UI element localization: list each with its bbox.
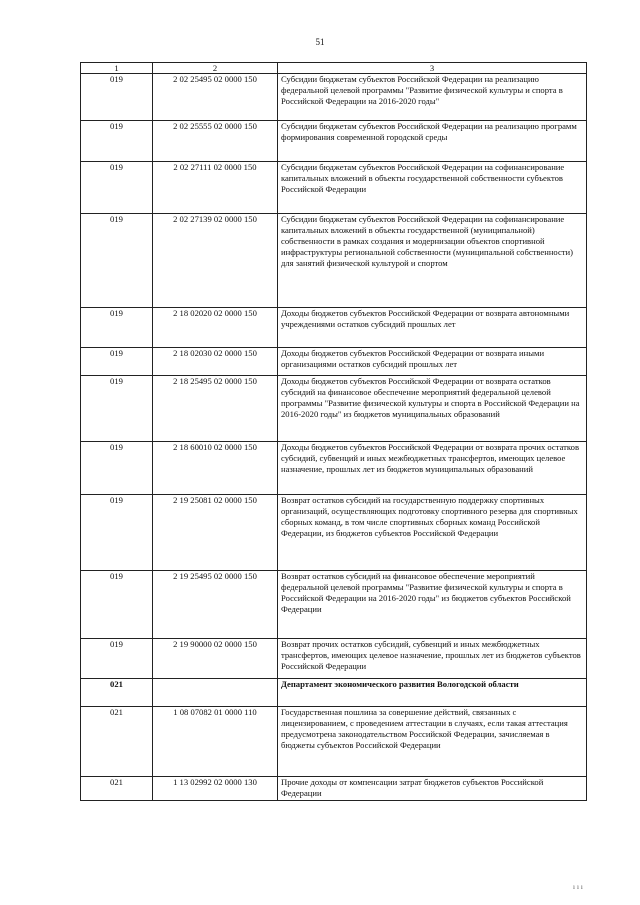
table-row bbox=[81, 777, 587, 801]
table-row bbox=[81, 707, 587, 777]
footer-mark: ııı bbox=[573, 883, 585, 891]
revenue-code-cell bbox=[153, 679, 278, 707]
admin-code-cell: 019 bbox=[81, 495, 153, 571]
revenue-code-cell: 2 18 02020 02 0000 150 bbox=[153, 308, 278, 348]
revenue-description-cell: Доходы бюджетов субъектов Российской Федерации от возврата автономными учреждениями остатков субсидий прошлых лет bbox=[278, 308, 587, 348]
table-row bbox=[81, 162, 587, 214]
revenue-description-cell: Возврат остатков субсидий на финансовое обеспечение мероприятий федеральной целевой программы "Развитие физической культуры и спорта в Российской Федерации на 2016-2020 годы" из бюджетов субъектов Российской Федерации bbox=[278, 571, 587, 639]
column-header-3: 3 bbox=[278, 63, 587, 74]
revenue-code-cell: 2 19 90000 02 0000 150 bbox=[153, 639, 278, 679]
revenue-description-cell: Прочие доходы от компенсации затрат бюджетов субъектов Российской Федерации bbox=[278, 777, 587, 801]
admin-code-cell: 021 bbox=[81, 679, 153, 707]
table-header-row bbox=[81, 63, 587, 74]
revenue-description-cell: Возврат остатков субсидий на государственную поддержку спортивных организаций, осуществляющих подготовку спортивного резерва для спортивных сборных команд, в том числе спортивных сборных команд Российской Федерации, из бюджетов субъектов Российской Федерации bbox=[278, 495, 587, 571]
table-row bbox=[81, 348, 587, 376]
admin-code-cell: 019 bbox=[81, 74, 153, 121]
revenue-description-cell: Доходы бюджетов субъектов Российской Федерации от возврата прочих остатков субсидий, субвенций и иных межбюджетных трансфертов, имеющих целевое назначение, прошлых лет из бюджетов муниципальных образований bbox=[278, 442, 587, 495]
table-row bbox=[81, 495, 587, 571]
column-header-2: 2 bbox=[153, 63, 278, 74]
revenue-description-cell: Доходы бюджетов субъектов Российской Федерации от возврата остатков субсидий на финансовое обеспечение мероприятий федеральной целевой программы "Развитие физической культуры и спорта в Российской Федерации на 2016-2020 годы" из бюджетов муниципальных образований bbox=[278, 376, 587, 442]
revenue-code-cell: 2 18 02030 02 0000 150 bbox=[153, 348, 278, 376]
revenue-code-cell: 2 02 25495 02 0000 150 bbox=[153, 74, 278, 121]
admin-code-cell: 019 bbox=[81, 376, 153, 442]
table-row bbox=[81, 376, 587, 442]
revenue-code-cell: 2 19 25081 02 0000 150 bbox=[153, 495, 278, 571]
revenue-description-cell: Департамент экономического развития Вологодской области bbox=[278, 679, 587, 707]
revenue-description-cell: Субсидии бюджетам субъектов Российской Федерации на реализацию федеральной целевой программы "Развитие физической культуры и спорта в Российской Федерации на 2016-2020 годы" bbox=[278, 74, 587, 121]
revenue-description-cell: Субсидии бюджетам субъектов Российской Федерации на софинансирование капитальных вложений в объекты государственной (муниципальной) собственности в рамках создания и модернизации объектов спортивной инфраструктуры региональной собственности (муниципальной собственности) для занятий физической культурой и спортом bbox=[278, 214, 587, 308]
admin-code-cell: 019 bbox=[81, 571, 153, 639]
admin-code-cell: 019 bbox=[81, 121, 153, 162]
revenue-description-cell: Субсидии бюджетам субъектов Российской Федерации на софинансирование капитальных вложений в объекты государственной собственности субъектов Российской Федерации bbox=[278, 162, 587, 214]
revenue-code-cell: 1 08 07082 01 0000 110 bbox=[153, 707, 278, 777]
admin-code-cell: 019 bbox=[81, 308, 153, 348]
revenue-description-cell: Государственная пошлина за совершение действий, связанных с лицензированием, с проведением аттестации в случаях, если такая аттестация предусмотрена законодательством Российской Федерации, зачисляемая в бюджеты субъектов Российской Федерации bbox=[278, 707, 587, 777]
revenue-code-cell: 2 18 60010 02 0000 150 bbox=[153, 442, 278, 495]
admin-code-cell: 019 bbox=[81, 348, 153, 376]
table-row bbox=[81, 214, 587, 308]
table-row bbox=[81, 679, 587, 707]
table-row bbox=[81, 308, 587, 348]
revenue-code-cell: 2 02 27139 02 0000 150 bbox=[153, 214, 278, 308]
revenue-code-table bbox=[80, 62, 587, 801]
page-number: 51 bbox=[315, 37, 325, 47]
admin-code-cell: 019 bbox=[81, 639, 153, 679]
admin-code-cell: 019 bbox=[81, 162, 153, 214]
table-row bbox=[81, 121, 587, 162]
column-header-1: 1 bbox=[81, 63, 153, 74]
admin-code-cell: 019 bbox=[81, 442, 153, 495]
revenue-code-cell: 2 19 25495 02 0000 150 bbox=[153, 571, 278, 639]
revenue-description-cell: Возврат прочих остатков субсидий, субвенций и иных межбюджетных трансфертов, имеющих целевое назначение, прошлых лет из бюджетов субъектов Российской Федерации bbox=[278, 639, 587, 679]
revenue-description-cell: Доходы бюджетов субъектов Российской Федерации от возврата иными организациями остатков субсидий прошлых лет bbox=[278, 348, 587, 376]
admin-code-cell: 021 bbox=[81, 707, 153, 777]
table-row bbox=[81, 442, 587, 495]
revenue-description-cell: Субсидии бюджетам субъектов Российской Федерации на реализацию программ формирования современной городской среды bbox=[278, 121, 587, 162]
revenue-code-cell: 1 13 02992 02 0000 130 bbox=[153, 777, 278, 801]
table-row bbox=[81, 639, 587, 679]
revenue-code-cell: 2 02 25555 02 0000 150 bbox=[153, 121, 278, 162]
admin-code-cell: 019 bbox=[81, 214, 153, 308]
revenue-code-cell: 2 18 25495 02 0000 150 bbox=[153, 376, 278, 442]
table-row bbox=[81, 74, 587, 121]
revenue-code-cell: 2 02 27111 02 0000 150 bbox=[153, 162, 278, 214]
admin-code-cell: 021 bbox=[81, 777, 153, 801]
table-row bbox=[81, 571, 587, 639]
